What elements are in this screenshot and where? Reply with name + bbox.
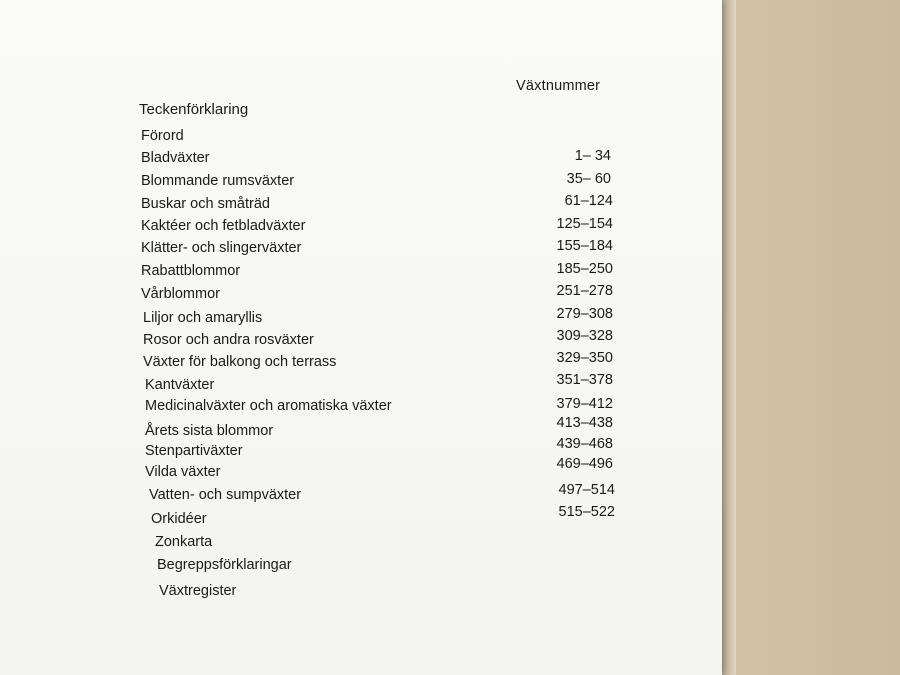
toc-range: 497–514 <box>558 482 615 498</box>
toc-title: Orkidéer <box>151 511 207 527</box>
toc-title: Klätter- och slingerväxter <box>141 240 302 256</box>
toc-title: Växtregister <box>159 583 237 599</box>
toc-range: 379–412 <box>556 396 613 412</box>
toc-title: Vilda växter <box>145 464 221 480</box>
toc-range: 125–154 <box>556 216 613 232</box>
toc-range: 185–250 <box>556 261 613 277</box>
toc-range: 329–350 <box>556 350 613 366</box>
page-edge <box>722 0 736 675</box>
toc-title: Bladväxter <box>141 150 210 166</box>
toc-range: 309–328 <box>556 328 613 344</box>
toc-range: 469–496 <box>556 456 613 472</box>
toc-title: Zonkarta <box>155 534 213 550</box>
toc-title: Buskar och småträd <box>141 196 270 212</box>
toc-title: Årets sista blommor <box>145 423 274 439</box>
toc-range: 515–522 <box>558 504 615 520</box>
toc-range: 35– 60 <box>566 171 611 187</box>
legend-heading: Teckenförklaring <box>139 101 249 118</box>
toc-range: 279–308 <box>556 306 613 322</box>
toc-range: 61–124 <box>564 193 613 209</box>
toc-title: Stenpartiväxter <box>145 443 243 459</box>
toc-range: 251–278 <box>556 283 613 299</box>
toc-title: Förord <box>141 128 184 144</box>
toc-title: Vårblommor <box>141 286 220 302</box>
toc-title: Vatten- och sumpväxter <box>149 487 302 503</box>
toc-title: Liljor och amaryllis <box>143 310 263 326</box>
toc-title: Rabattblommor <box>141 263 241 279</box>
toc-range: 1– 34 <box>574 148 611 164</box>
toc-title: Rosor och andra rosväxter <box>143 332 314 348</box>
toc-title: Kantväxter <box>145 377 215 393</box>
toc-title: Begreppsförklaringar <box>157 557 292 573</box>
toc-title: Kaktéer och fetbladväxter <box>141 218 306 234</box>
toc-range: 413–438 <box>556 415 613 431</box>
toc-title: Blommande rumsväxter <box>141 173 295 189</box>
toc-title: Medicinalväxter och aromatiska växter <box>145 398 392 414</box>
toc-range: 155–184 <box>556 238 613 254</box>
column-heading: Växtnummer <box>516 78 601 94</box>
toc-title: Växter för balkong och terrass <box>143 354 337 370</box>
toc-range: 351–378 <box>556 372 613 388</box>
toc-range: 439–468 <box>556 436 613 452</box>
